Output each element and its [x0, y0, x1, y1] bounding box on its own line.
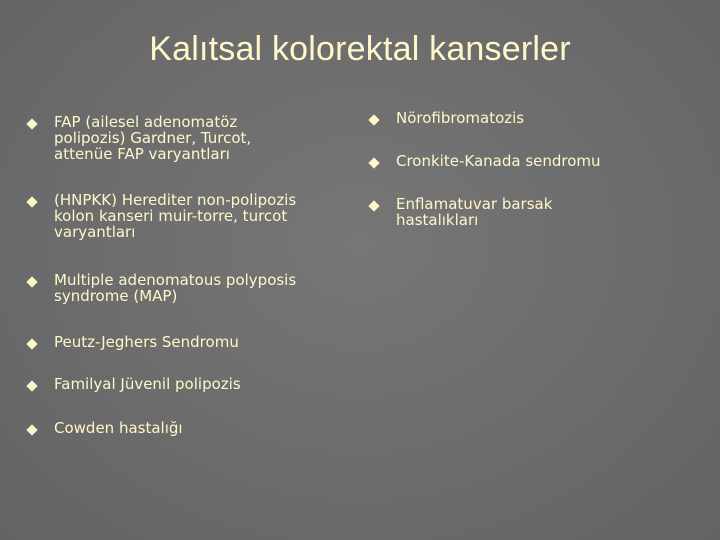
diamond-bullet-icon [368, 157, 379, 168]
list-item [24, 334, 364, 350]
list-item-text: Enflamatuvar barsak hastalıkları [396, 195, 553, 229]
list-item-text: (HNPKK) Herediter non-polipozis kolon kanseri muir-torre, turcot varyantları [54, 191, 297, 241]
list-item-text: FAP (ailesel adenomatöz polipozis) Gardner, Turcot, attenüe FAP varyantları [54, 113, 252, 163]
diamond-bullet-icon [26, 276, 37, 287]
diamond-bullet-icon [26, 380, 37, 391]
list-item-text: Multiple adenomatous polyposis syndrome (MAP) [54, 271, 297, 305]
list-item [366, 196, 706, 228]
list-item [366, 110, 706, 126]
list-item [24, 420, 364, 436]
list-item-text: Peutz-Jeghers Sendromu [54, 333, 239, 351]
list-item [24, 114, 364, 162]
list-item [24, 272, 364, 304]
slide-title: Kalıtsal kolorektal kanserler [149, 30, 571, 68]
list-item-text: Cowden hastalığı [54, 419, 183, 437]
diamond-bullet-icon [26, 338, 37, 349]
diamond-bullet-icon [368, 114, 379, 125]
list-item-text: Familyal Jüvenil polipozis [54, 375, 241, 393]
list-item [366, 153, 706, 169]
list-item [24, 192, 364, 240]
list-item [24, 376, 364, 392]
list-item-text: Nörofibromatozis [396, 109, 525, 127]
list-item-text: Cronkite-Kanada sendromu [396, 152, 601, 170]
diamond-bullet-icon [368, 200, 379, 211]
diamond-bullet-icon [26, 196, 37, 207]
diamond-bullet-icon [26, 118, 37, 129]
diamond-bullet-icon [26, 424, 37, 435]
